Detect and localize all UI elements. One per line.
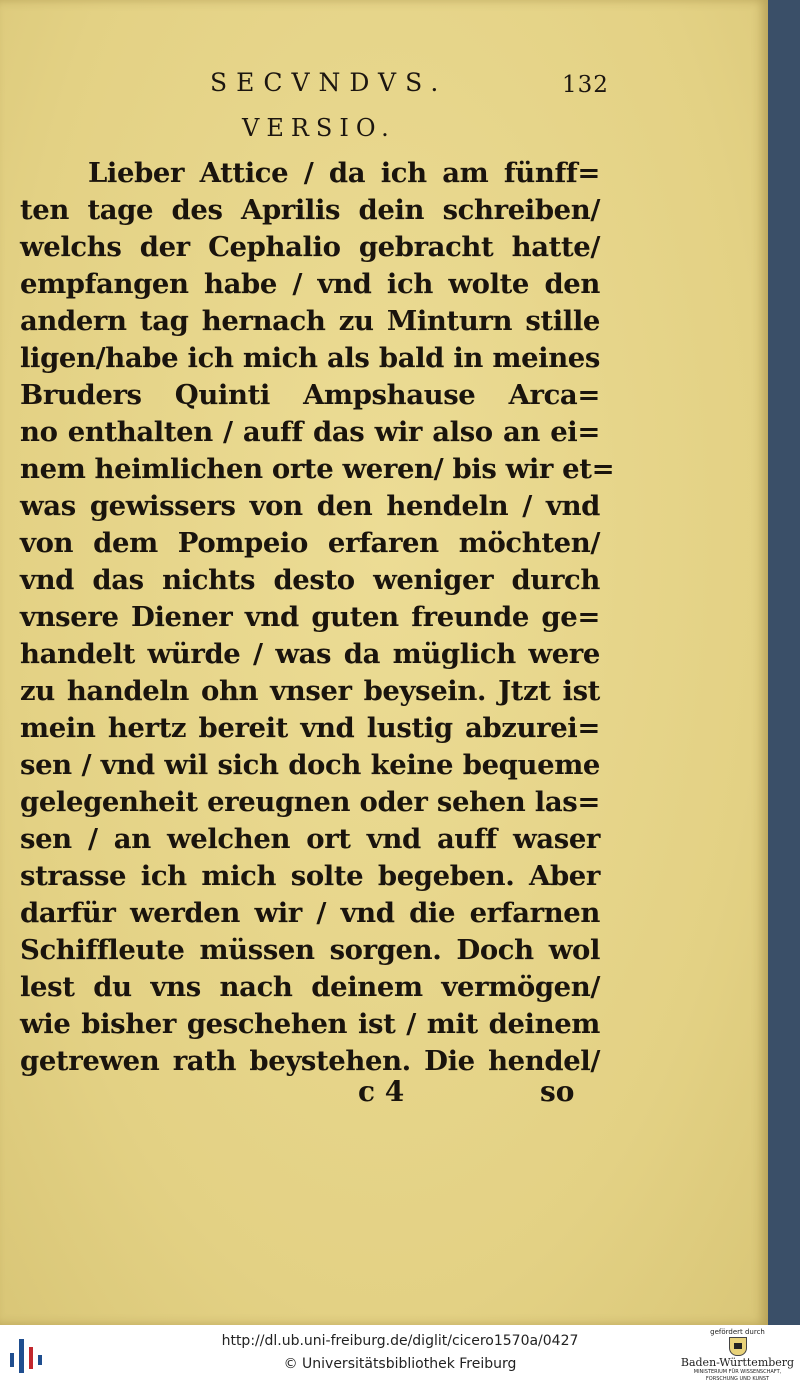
- text-line: ten tage des Aprilis dein schreiben/: [20, 194, 600, 226]
- running-head-title: SECVNDVS.: [210, 68, 448, 97]
- catchword: so: [540, 1075, 575, 1108]
- section-subhead: VERSIO.: [242, 114, 396, 142]
- text-line: handelt würde / was da müglich were: [20, 638, 600, 670]
- text-line: Bruders Quinti Ampshause Arca=: [20, 379, 600, 411]
- text-line: sen / vnd wil sich doch keine bequeme: [20, 749, 600, 781]
- text-line: Lieber Attice / da ich am fünff=: [88, 157, 600, 189]
- text-line: mein hertz bereit vnd lustig abzurei=: [20, 712, 600, 744]
- text-line: gelegenheit ereugnen oder sehen las=: [20, 786, 600, 818]
- permalink[interactable]: http://dl.ub.uni-freiburg.de/diglit/cicero1570a/0427: [221, 1333, 579, 1349]
- credit-bar: [0, 1325, 800, 1383]
- funder-name: Baden-Württemberg: [680, 1356, 795, 1369]
- text-line: zu handeln ohn vnser beysein. Jtzt ist: [20, 675, 600, 707]
- text-line: strasse ich mich solte begeben. Aber: [20, 860, 600, 892]
- funder-logo: [680, 1328, 795, 1380]
- text-line: ligen/habe ich mich als bald in meines: [20, 342, 600, 374]
- running-head: [0, 68, 768, 108]
- text-line: vnsere Diener vnd guten freunde ge=: [20, 601, 600, 633]
- copyright-notice: © Universitätsbibliothek Freiburg: [283, 1356, 517, 1372]
- body-text: [20, 155, 615, 1080]
- text-line: was gewissers von den hendeln / vnd: [20, 490, 600, 522]
- text-line: empfangen habe / vnd ich wolte den: [20, 268, 600, 300]
- coat-of-arms-icon: [729, 1337, 747, 1356]
- funder-caption: gefördert durch: [710, 1328, 765, 1336]
- text-line: sen / an welchen ort vnd auff waser: [20, 823, 600, 855]
- page-footer: [0, 1075, 768, 1115]
- funder-ministry: MINISTERIUM FÜR WISSENSCHAFT, FORSCHUNG UND KUNST: [693, 1369, 782, 1382]
- folio-number: 132: [562, 72, 609, 98]
- text-line: wie bisher geschehen ist / mit deinem: [20, 1008, 600, 1040]
- signature-mark: c 4: [358, 1075, 405, 1108]
- text-line: no enthalten / auff das wir also an ei=: [20, 416, 600, 448]
- text-line: andern tag hernach zu Minturn stille: [20, 305, 600, 337]
- text-line: von dem Pompeio erfaren möchten/: [20, 527, 600, 559]
- text-line: nem heimlichen orte weren/ bis wir et=: [20, 453, 615, 485]
- text-line: lest du vns nach deinem vermögen/: [20, 971, 600, 1003]
- text-line: darfür werden wir / vnd die erfarnen: [20, 897, 600, 929]
- text-line: Schiffleute müssen sorgen. Doch wol: [20, 934, 600, 966]
- text-line: welchs der Cephalio gebracht hatte/: [20, 231, 600, 263]
- text-line: vnd das nichts desto weniger durch: [20, 564, 600, 596]
- text-line: getrewen rath beystehen. Die hendel/: [20, 1045, 600, 1077]
